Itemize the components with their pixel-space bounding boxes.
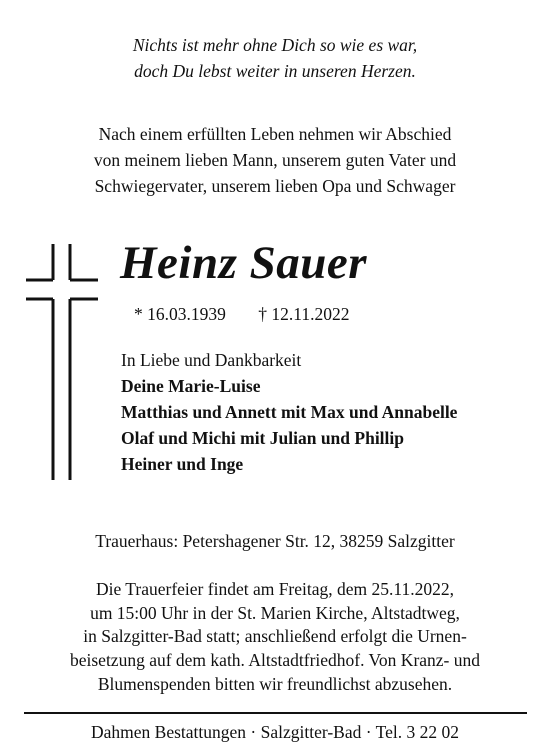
footer-undertaker: Dahmen Bestattungen · Salzgitter-Bad · Tel. 3 22 02 <box>91 722 459 742</box>
intro-line: von meinem lieben Mann, unserem guten Vater und <box>93 150 457 170</box>
poem-line: Nichts ist mehr ohne Dich so wie es war, <box>132 35 418 55</box>
poem-line: doch Du lebst weiter in unseren Herzen. <box>134 61 416 81</box>
family-intro: In Liebe und Dankbarkeit <box>121 350 302 370</box>
intro-text <box>0 121 550 199</box>
death-date: † 12.11.2022 <box>258 304 350 324</box>
ceremony-line: Blumenspenden bitten wir freundlichst abzusehen. <box>97 673 453 694</box>
family-member: Heiner und Inge <box>121 454 244 474</box>
ceremony-notice <box>0 578 550 697</box>
ceremony-line: in Salzgitter-Bad statt; anschließend erfolgt die Urnen- <box>83 626 467 647</box>
poem <box>0 32 550 84</box>
footer-divider <box>24 712 527 714</box>
latin-cross-icon <box>26 244 98 480</box>
birth-date: * 16.03.1939 <box>134 304 226 324</box>
family-member: Matthias und Annett mit Max und Annabelle <box>121 402 458 422</box>
family-signatures <box>121 347 457 477</box>
deceased-name: Heinz Sauer <box>120 237 368 289</box>
life-dates <box>134 302 349 326</box>
ceremony-line: Die Trauerfeier findet am Freitag, dem 25.11.2022, <box>95 579 454 599</box>
mourning-house: Trauerhaus: Petershagener Str. 12, 38259 Salzgitter <box>95 531 455 551</box>
ceremony-line: beisetzung auf dem kath. Altstadtfriedhof. Von Kranz- und <box>69 650 481 671</box>
family-member: Olaf und Michi mit Julian und Phillip <box>121 428 404 448</box>
intro-line: Schwiegervater, unserem lieben Opa und Schwager <box>94 176 456 196</box>
family-member: Deine Marie-Luise <box>121 376 261 396</box>
ceremony-line: um 15:00 Uhr in der St. Marien Kirche, Altstadtweg, <box>90 602 460 623</box>
intro-line: Nach einem erfüllten Leben nehmen wir Abschied <box>98 124 452 144</box>
